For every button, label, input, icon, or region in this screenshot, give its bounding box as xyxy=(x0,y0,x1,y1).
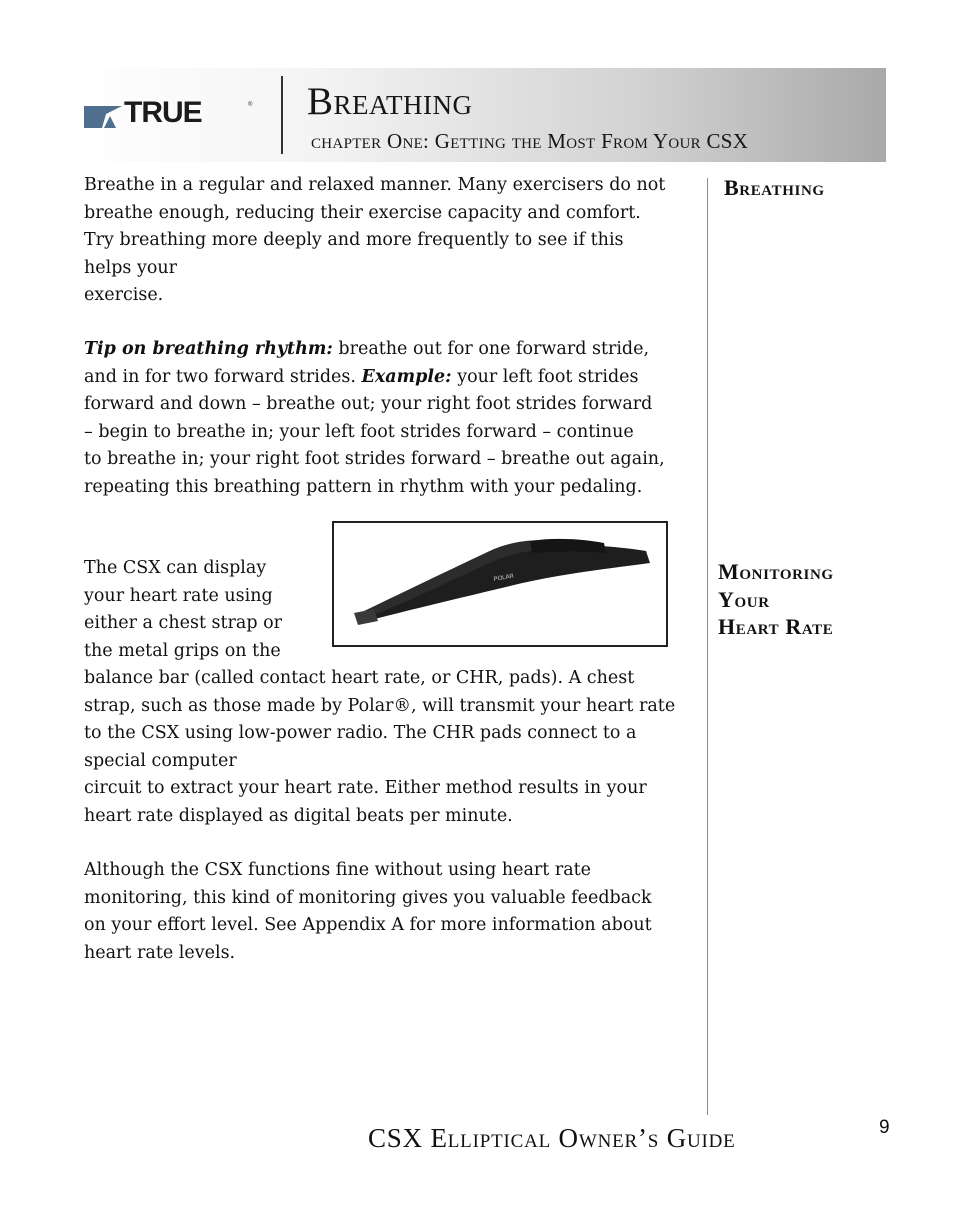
text-line xyxy=(84,364,665,392)
header-divider xyxy=(281,76,283,154)
text-line: to breathe in; your right foot strides forward – breathe out again, xyxy=(84,449,665,469)
monitoring-paragraph xyxy=(84,857,652,967)
example-label: Example: xyxy=(361,366,452,387)
footer-guide-title: CSX Elliptical Owner’s Guide xyxy=(368,1123,736,1153)
true-logo xyxy=(84,96,254,129)
text-line: your heart rate using xyxy=(84,585,273,606)
text-run: breathe out for one forward stride, xyxy=(332,339,650,359)
text-line: Although the CSX functions fine without using heart rate xyxy=(84,860,592,880)
page-title: Breathing xyxy=(307,80,473,123)
page-number: 9 xyxy=(879,1117,890,1138)
text-line: heart rate levels. xyxy=(84,942,236,963)
sidebar-heading-line: Heart Rate xyxy=(718,614,834,639)
text-line: to the CSX using low-power radio. The CHR pads connect to a xyxy=(84,723,637,743)
text-line: Breathe in a regular and relaxed manner. Many exercisers do not xyxy=(84,175,666,195)
text-line: strap, such as those made by Polar®, will transmit your heart rate xyxy=(84,695,676,716)
logo-wordmark: TRUE xyxy=(124,96,202,129)
sidebar-heading-line: Monitoring xyxy=(718,559,834,584)
sidebar-divider xyxy=(707,178,708,1115)
text-line xyxy=(84,336,665,364)
text-line: either a chest strap or xyxy=(84,613,283,633)
text-line: Try breathing more deeply and more frequently to see if this xyxy=(84,230,624,250)
text-line: circuit to extract your heart rate. Either method results in your xyxy=(84,778,647,798)
text-line: exercise. xyxy=(84,285,164,305)
text-line: breathe enough, reducing their exercise capacity and comfort. xyxy=(84,202,641,223)
text-line: the metal grips on the xyxy=(84,640,281,661)
text-line: helps your xyxy=(84,257,178,278)
sidebar-heading-line: Your xyxy=(718,586,770,612)
sidebar-heading-monitoring xyxy=(718,558,834,641)
text-run: your left foot strides xyxy=(451,366,639,387)
heart-rate-paragraph xyxy=(84,555,675,830)
text-line: on your effort level. See Appendix A for more information about xyxy=(84,915,652,935)
text-run: and in for two forward strides. xyxy=(84,366,362,387)
text-line: heart rate displayed as digital beats per minute. xyxy=(84,805,513,826)
tip-label: Tip on breathing rhythm: xyxy=(84,339,333,359)
text-line: – begin to breathe in; your left foot strides forward – continue xyxy=(84,421,634,442)
text-line: balance bar (called contact heart rate, or CHR, pads). A chest xyxy=(84,668,635,688)
logo-trademark: ® xyxy=(248,102,253,108)
text-line: The CSX can display xyxy=(84,558,267,578)
breathing-tip-paragraph xyxy=(84,336,665,501)
chapter-subtitle: chapter One: Getting the Most From Your CSX xyxy=(311,129,749,153)
strap-label: POLAR xyxy=(493,573,515,583)
text-line: forward and down – breathe out; your right foot strides forward xyxy=(84,394,653,414)
true-logo-mark-icon xyxy=(84,102,124,128)
text-line: repeating this breathing pattern in rhythm with your pedaling. xyxy=(84,476,643,497)
text-line: monitoring, this kind of monitoring gives you valuable feedback xyxy=(84,887,652,908)
sidebar-heading-breathing: Breathing xyxy=(724,175,825,200)
text-line: special computer xyxy=(84,750,237,771)
breathing-paragraph xyxy=(84,172,665,310)
